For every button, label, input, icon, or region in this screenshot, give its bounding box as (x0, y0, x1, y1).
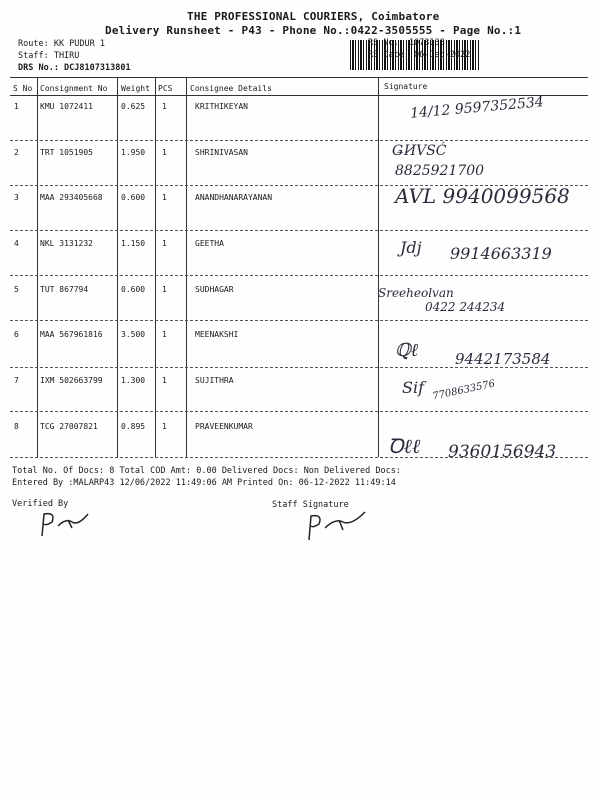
col-sep (155, 77, 156, 457)
rs-date: RS Date: 06-Dec-2022 (368, 50, 471, 60)
signature-handwriting: 9442173584 (455, 350, 551, 368)
table-row-weight: 0.600 (121, 285, 146, 294)
table-row-sno: 6 (14, 330, 19, 339)
table-row-weight: 0.600 (121, 193, 146, 202)
drs-number: DRS No.: DCJ8107313801 (18, 63, 131, 73)
row-divider (10, 275, 588, 276)
table-row-weight: 0.895 (121, 422, 146, 431)
col-header-pcs: PCS (158, 84, 173, 93)
col-header-signature: Signature (384, 82, 428, 91)
row-divider (10, 140, 588, 141)
entered-by-line: Entered By :MALARP43 12/06/2022 11:49:06 AM Printed On: 06-12-2022 11:49:14 (12, 478, 396, 488)
signature-handwriting: 14/12 9597352534 (409, 94, 545, 122)
table-bottom-rule (10, 457, 588, 458)
table-row-consignee: SUDHAGAR (195, 285, 234, 294)
table-row-consignment: NKL 3131232 (40, 239, 93, 248)
table-row-consignment: TCG 27007821 (40, 422, 98, 431)
route-label: Route: KK PUDUR 1 (18, 39, 105, 49)
table-row-sno: 4 (14, 239, 19, 248)
table-row-consignee: GEETHA (195, 239, 224, 248)
col-sep (117, 77, 118, 457)
table-row-pcs: 1 (162, 285, 167, 294)
table-row-weight: 1.300 (121, 376, 146, 385)
totals-line: Total No. Of Docs: 8 Total COD Amt: 0.00 Delivered Docs: Non Delivered Docs: (12, 466, 401, 476)
table-row-sno: 3 (14, 193, 19, 202)
verified-signature-scribble (38, 508, 98, 540)
table-row-weight: 1.950 (121, 148, 146, 157)
row-divider (10, 320, 588, 321)
signature-handwriting: 9360156943 (448, 442, 557, 462)
table-top-rule (10, 77, 588, 78)
rs-number: RS No.: 1073138 (368, 38, 445, 48)
table-row-pcs: 1 (162, 376, 167, 385)
col-header-consignee: Consignee Details (190, 84, 272, 93)
table-row-consignment: MAA 293405668 (40, 193, 103, 202)
table-row-consignee: MEENAKSHI (195, 330, 239, 339)
signature-handwriting: Sif (402, 378, 424, 397)
signature-handwriting: Sreeheolvan (378, 286, 454, 300)
table-row-consignment: TUT 867794 (40, 285, 89, 294)
table-row-pcs: 1 (162, 148, 167, 157)
signature-scribble: ℚℓ (395, 340, 419, 361)
signature-handwriting: AVL 9940099568 (395, 184, 570, 208)
table-row-consignment: KMU 1072411 (40, 102, 93, 111)
signature-handwriting: 7708633576 (431, 378, 497, 403)
signature-handwriting: 9914663319 (450, 244, 552, 263)
table-row-consignee: SUJITHRA (195, 376, 234, 385)
table-row-pcs: 1 (162, 422, 167, 431)
signature-handwriting: 8825921700 (395, 163, 485, 179)
col-sep (378, 77, 379, 457)
verified-by-label: Verified By (12, 499, 69, 509)
signature-handwriting: ǤИVSĆ (392, 143, 447, 159)
signature-handwriting: Jdj (400, 238, 422, 257)
signature-scribble: Ꝺℓℓ (388, 434, 421, 458)
staff-label: Staff: THIRU (18, 51, 80, 61)
table-row-sno: 2 (14, 148, 19, 157)
table-row-consignee: PRAVEENKUMAR (195, 422, 253, 431)
table-row-weight: 0.625 (121, 102, 146, 111)
table-row-sno: 1 (14, 102, 19, 111)
table-row-pcs: 1 (162, 239, 167, 248)
col-header-consignment: Consignment No (40, 84, 108, 93)
table-row-consignee: ANANDHANARAYANAN (195, 193, 273, 202)
table-row-consignee: SHRINIVASAN (195, 148, 248, 157)
row-divider (10, 411, 588, 412)
row-divider (10, 367, 588, 368)
staff-signature-label: Staff Signature (272, 500, 349, 510)
signature-handwriting: 0422 244234 (425, 300, 506, 314)
table-row-pcs: 1 (162, 330, 167, 339)
col-sep (186, 77, 187, 457)
table-row-weight: 3.500 (121, 330, 146, 339)
col-sep (37, 77, 38, 457)
company-title: THE PROFESSIONAL COURIERS, Coimbatore (187, 10, 440, 23)
table-row-sno: 8 (14, 422, 19, 431)
table-row-sno: 5 (14, 285, 19, 294)
staff-signature-scribble (305, 508, 380, 544)
col-header-sno: S No (13, 84, 33, 93)
table-row-pcs: 1 (162, 102, 167, 111)
col-header-weight: Weight (121, 84, 150, 93)
table-row-pcs: 1 (162, 193, 167, 202)
table-row-sno: 7 (14, 376, 19, 385)
table-row-consignment: MAA 567961816 (40, 330, 103, 339)
table-row-weight: 1.150 (121, 239, 146, 248)
row-divider (10, 230, 588, 231)
table-header-rule (10, 95, 588, 96)
table-row-consignee: KRITHIKEYAN (195, 102, 248, 111)
table-row-consignment: TRT 1051905 (40, 148, 93, 157)
runsheet-title: Delivery Runsheet - P43 - Phone No.:0422-3505555 - Page No.:1 (105, 24, 522, 37)
table-row-consignment: IXM 502663799 (40, 376, 103, 385)
